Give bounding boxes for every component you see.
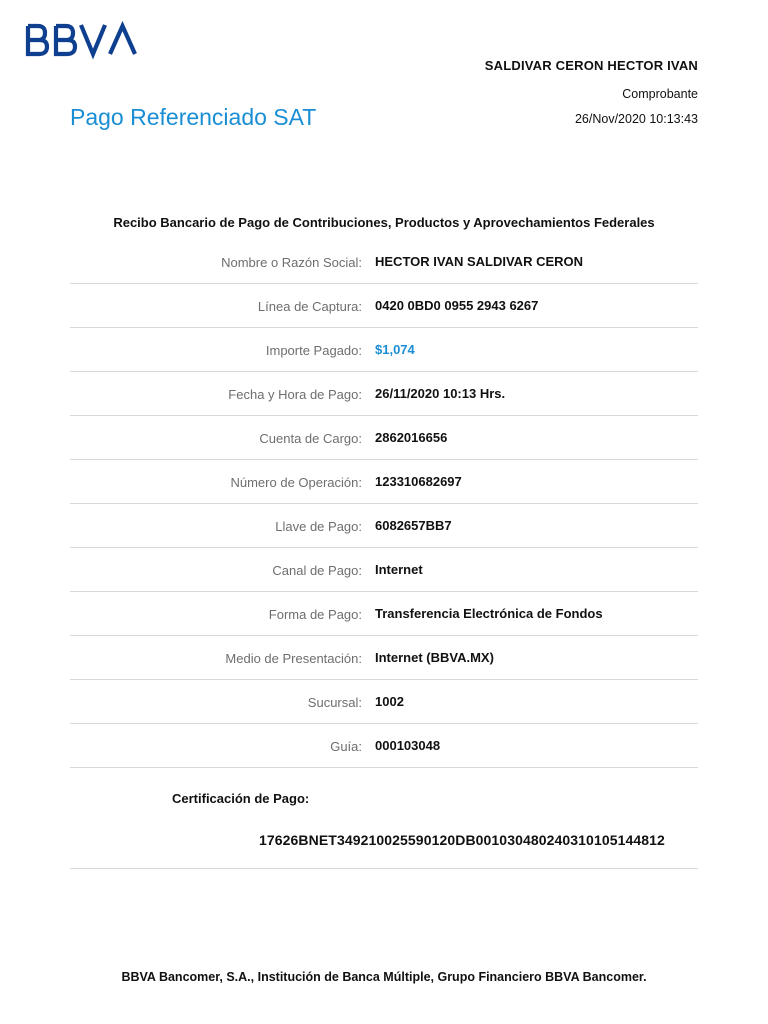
receipt-heading: Recibo Bancario de Pago de Contribuciones, Productos y Aprovechamientos Federales xyxy=(113,215,655,230)
detail-label: Medio de Presentación: xyxy=(225,651,362,666)
detail-row-capture-line xyxy=(70,284,698,328)
detail-value: Internet (BBVA.MX) xyxy=(375,650,494,665)
detail-value: 123310682697 xyxy=(375,474,462,489)
detail-label: Forma de Pago: xyxy=(268,607,362,622)
footer-legal-text: BBVA Bancomer, S.A., Institución de Banca Múltiple, Grupo Financiero BBVA Bancomer. xyxy=(121,970,647,984)
detail-value: 26/11/2020 10:13 Hrs. xyxy=(375,386,506,401)
detail-row-branch xyxy=(70,680,698,724)
document-datetime: 26/Nov/2020 10:13:43 xyxy=(574,112,698,126)
detail-value: 1002 xyxy=(375,694,404,709)
bbva-logo xyxy=(24,20,140,60)
detail-label: Nombre o Razón Social: xyxy=(221,255,362,270)
detail-value: Transferencia Electrónica de Fondos xyxy=(375,606,603,621)
detail-row-amount xyxy=(70,328,698,372)
detail-label: Sucursal: xyxy=(307,695,362,710)
detail-row-payment-method xyxy=(70,592,698,636)
certification-label: Certificación de Pago: xyxy=(172,791,310,806)
detail-row-presentation-medium xyxy=(70,636,698,680)
detail-label: Canal de Pago: xyxy=(272,563,362,578)
payment-details xyxy=(70,240,698,768)
detail-row-guide xyxy=(70,724,698,768)
page-title: Pago Referenciado SAT xyxy=(70,104,317,130)
detail-label: Importe Pagado: xyxy=(265,343,362,358)
account-holder-name: SALDIVAR CERON HECTOR IVAN xyxy=(484,58,698,73)
detail-value: 2862016656 xyxy=(375,430,448,445)
document-type: Comprobante xyxy=(622,87,698,101)
detail-row-operation-number xyxy=(70,460,698,504)
detail-row-payment-key xyxy=(70,504,698,548)
detail-label: Guía: xyxy=(330,739,362,754)
detail-value: Internet xyxy=(375,562,423,577)
detail-value: 000103048 xyxy=(375,738,441,753)
detail-label: Número de Operación: xyxy=(230,475,362,490)
detail-row-charge-account xyxy=(70,416,698,460)
divider xyxy=(70,868,698,869)
detail-value: 6082657BB7 xyxy=(375,518,452,533)
detail-row-name xyxy=(70,240,698,284)
detail-value: HECTOR IVAN SALDIVAR CERON xyxy=(375,254,584,269)
detail-label: Fecha y Hora de Pago: xyxy=(228,387,362,402)
detail-row-payment-channel xyxy=(70,548,698,592)
certification-value: 17626BNET349210025590120DB0010304802403101051448​12 xyxy=(259,832,665,848)
detail-label: Llave de Pago: xyxy=(275,519,362,534)
detail-value: 0420 0BD0 0955 2943 6267 xyxy=(375,298,539,313)
detail-row-payment-date xyxy=(70,372,698,416)
detail-label: Cuenta de Cargo: xyxy=(259,431,362,446)
detail-label: Línea de Captura: xyxy=(257,299,362,314)
amount-paid-value: $1,074 xyxy=(375,342,415,357)
